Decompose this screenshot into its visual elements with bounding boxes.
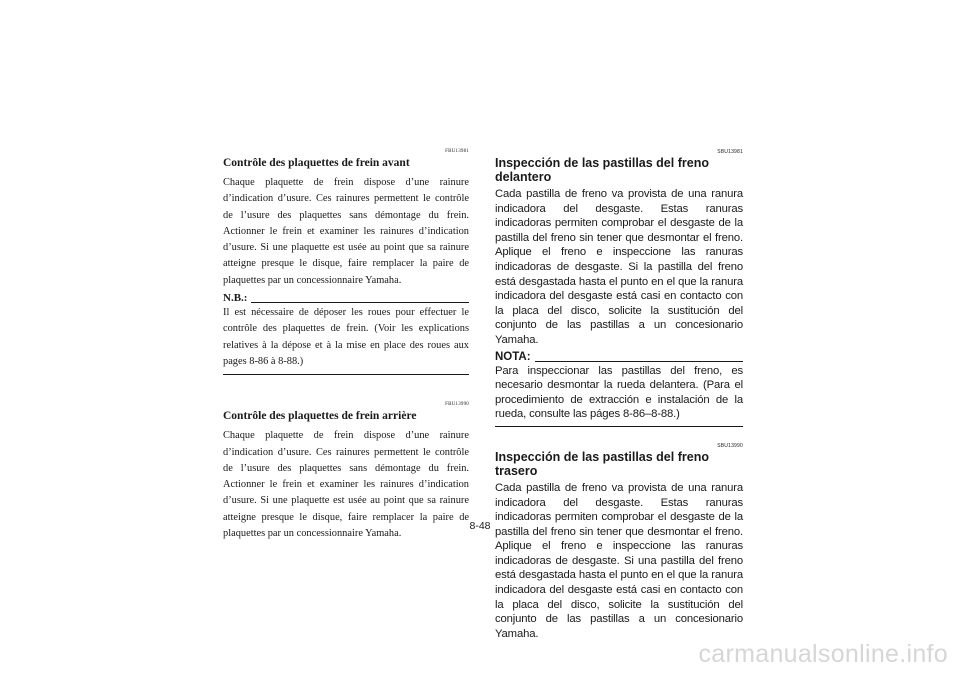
note-label: NOTA: bbox=[495, 350, 531, 363]
section-body: Chaque plaquette de frein dispose d’une rainure d’indication d’usure. Ces rainures permettent le contrôle de l’usure des plaquettes sans démontage du frein. Actionner le frein et examiner les rainures d’indication d’usure. Si une plaquette est usée au point que sa rainure atteigne presque le disque, faire remplacer la paire de plaquettes par un concessionnaire Yamaha. bbox=[223, 177, 469, 286]
french-column bbox=[223, 148, 469, 542]
section-heading: Contrôle des plaquettes de frein arrière bbox=[223, 410, 417, 423]
section-body: Chaque plaquette de frein dispose d’une rainure d’indication d’usure. Ces rainures permettent le contrôle de l’usure des plaquettes sans démontage du frein. Actionner le frein et examiner les rainures d’indication d’usure. Si une plaquette est usée au point que sa rainure atteigne presque le disque, faire remplacer la paire de plaquettes par un concessionnaire Yamaha. bbox=[223, 430, 469, 540]
note-label: N.B.: bbox=[223, 292, 248, 305]
note-header bbox=[223, 291, 469, 305]
section-front-brake-pads-fr bbox=[223, 148, 469, 375]
section-heading: Inspección de las pastillas del freno trasero bbox=[495, 449, 709, 478]
spanish-column bbox=[495, 148, 743, 641]
section-heading: Contrôle des plaquettes de frein avant bbox=[223, 157, 410, 169]
section-front-brake-pads-es bbox=[495, 148, 743, 427]
watermark: carmanualsonline.info bbox=[698, 640, 948, 668]
note-rule bbox=[251, 302, 469, 303]
section-rear-brake-pads-es bbox=[495, 442, 743, 642]
section-rear-brake-pads-fr bbox=[223, 401, 469, 542]
section-code: FBU13981 bbox=[445, 149, 469, 154]
section-body: Cada pastilla de freno va provista de una ranura indicadora del desgaste. Estas ranuras indicadoras permiten comprobar el desgaste de la pastilla del freno sin tener que desmontar el freno. Aplique el freno e inspeccione las ranuras indicadoras de desgaste. Si una pastilla del freno está desgastada hasta el punto en el que la ranura indicadora del desgaste está casi en contacto con la placa del disco, solicite la sustitución del conjunto de las pastillas a un concesionario Yamaha. bbox=[495, 481, 743, 640]
section-code: SBU13981 bbox=[717, 149, 743, 155]
section-code: FBU13990 bbox=[445, 402, 469, 408]
note-body: Para inspeccionar las pastillas del freno, es necesario desmontar la rueda delantera. (Para el procedimiento de extracción e instalación de la rueda, consulte las páges 8-86–8-88.) bbox=[495, 364, 743, 421]
section-code: SBU13990 bbox=[717, 442, 743, 449]
note-body: Il est nécessaire de déposer les roues pour effectuer le contrôle des plaquettes de frein. (Voir les explications relatives à la dépose et à la mise en place des roues aux pages 8-86 à 8-88.) bbox=[223, 307, 469, 367]
note-header bbox=[495, 350, 743, 364]
section-body: Cada pastilla de freno va provista de una ranura indicadora del desgaste. Estas ranuras indicadoras permiten comprobar el desgaste de la pastilla del freno sin tener que desmontar el freno. Aplique el freno e inspeccione las ranuras indicadoras de desgaste. Si la pastilla del freno está desgastada hasta el punto en el que la ranura indicadora del desgaste está casi en contacto con la placa del disco, solicite la sustitución del conjunto de las pastillas a un concesionario Yamaha. bbox=[495, 188, 743, 346]
page-number: 8-48 bbox=[469, 520, 491, 532]
section-heading: Inspección de las pastillas del freno delantero bbox=[495, 156, 709, 184]
note-rule bbox=[535, 361, 743, 362]
